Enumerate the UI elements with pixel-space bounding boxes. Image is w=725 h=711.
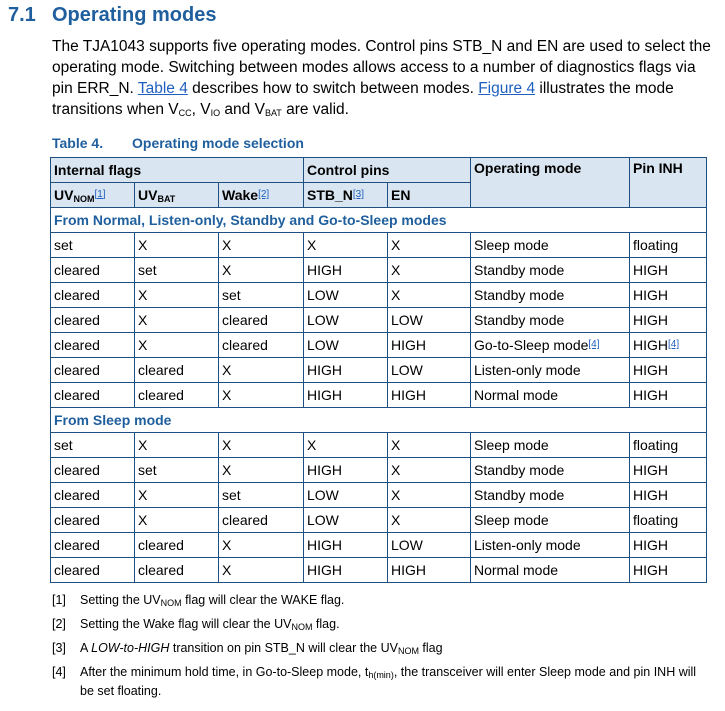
footnote-text bbox=[80, 616, 712, 635]
cell-uvnom: cleared bbox=[51, 383, 135, 408]
stbn-label: STB_N bbox=[307, 187, 353, 203]
footnote-2-ref[interactable]: [2] bbox=[258, 189, 270, 200]
cell-en: LOW bbox=[388, 308, 471, 333]
figure-4-link[interactable]: Figure 4 bbox=[478, 80, 536, 97]
cell-uvbat: X bbox=[135, 333, 219, 358]
footnote-2 bbox=[52, 616, 712, 635]
cell-inh bbox=[630, 433, 707, 458]
inh-text: HIGH bbox=[633, 312, 668, 328]
mode-text: Listen-only mode bbox=[474, 362, 581, 378]
cell-wake: X bbox=[219, 258, 304, 283]
header-operating-mode: Operating mode bbox=[471, 158, 630, 208]
section-heading bbox=[8, 4, 216, 27]
cell-mode bbox=[471, 283, 630, 308]
section-title-cell: From Sleep mode bbox=[51, 408, 707, 433]
cell-mode bbox=[471, 258, 630, 283]
mode-text: Standby mode bbox=[474, 462, 565, 478]
table-row bbox=[51, 383, 707, 408]
cell-stbn: LOW bbox=[304, 283, 388, 308]
cell-en: X bbox=[388, 433, 471, 458]
cell-uvnom: cleared bbox=[51, 458, 135, 483]
table-caption bbox=[52, 135, 304, 151]
note-sub: NOM bbox=[291, 622, 313, 632]
cell-uvbat: X bbox=[135, 283, 219, 308]
cell-uvnom: cleared bbox=[51, 258, 135, 283]
cell-inh bbox=[630, 233, 707, 258]
inh-text: HIGH bbox=[633, 537, 668, 553]
cell-uvnom: cleared bbox=[51, 533, 135, 558]
cell-stbn: HIGH bbox=[304, 383, 388, 408]
footnote-label: [1] bbox=[52, 593, 66, 607]
cell-stbn: HIGH bbox=[304, 458, 388, 483]
cell-wake: X bbox=[219, 558, 304, 583]
table-title: Operating mode selection bbox=[132, 135, 304, 151]
cell-en: X bbox=[388, 233, 471, 258]
cell-wake: set bbox=[219, 483, 304, 508]
footnote-4-ref[interactable]: [4] bbox=[668, 339, 680, 350]
inh-text: HIGH bbox=[633, 362, 668, 378]
footnote-1-ref[interactable]: [1] bbox=[94, 188, 106, 200]
header-stbn bbox=[304, 183, 388, 208]
cell-stbn: HIGH bbox=[304, 533, 388, 558]
uvbat-label: UV bbox=[138, 186, 158, 203]
cell-uvbat: cleared bbox=[135, 358, 219, 383]
cell-wake: X bbox=[219, 433, 304, 458]
cell-uvnom: set bbox=[51, 233, 135, 258]
inh-text: floating bbox=[633, 512, 679, 528]
cell-mode bbox=[471, 433, 630, 458]
footnote-text bbox=[80, 640, 712, 659]
table-row bbox=[51, 258, 707, 283]
cell-en: LOW bbox=[388, 358, 471, 383]
mode-text: Sleep mode bbox=[474, 237, 549, 253]
table-number: Table 4. bbox=[52, 135, 104, 151]
footnote-label: [3] bbox=[52, 641, 66, 655]
header-pin-inh: Pin INH bbox=[630, 158, 707, 208]
inh-text: HIGH bbox=[633, 262, 668, 278]
cell-uvbat: X bbox=[135, 308, 219, 333]
table-row bbox=[51, 458, 707, 483]
table-row bbox=[51, 358, 707, 383]
inh-text: HIGH bbox=[633, 487, 668, 503]
mode-text: Standby mode bbox=[474, 487, 565, 503]
mode-text: Listen-only mode bbox=[474, 537, 581, 553]
footnote-4 bbox=[52, 664, 712, 699]
cell-mode bbox=[471, 508, 630, 533]
sub-bat: BAT bbox=[264, 108, 282, 118]
mode-text: Normal mode bbox=[474, 387, 559, 403]
intro-text-1: The TJA1043 supports five operating modes. Control pins STB_N and EN are used to select the operating mode. Switching between modes allows access to a number of diagnostics flags via pin ERR_N. bbox=[52, 38, 711, 97]
mode-text: Normal mode bbox=[474, 562, 559, 578]
table-footnotes bbox=[52, 592, 712, 704]
cell-stbn: HIGH bbox=[304, 358, 388, 383]
cell-uvnom: cleared bbox=[51, 308, 135, 333]
header-uvnom bbox=[51, 183, 135, 208]
cell-uvnom: cleared bbox=[51, 358, 135, 383]
table-row bbox=[51, 483, 707, 508]
section-title-cell: From Normal, Listen-only, Standby and Go-to-Sleep modes bbox=[51, 208, 707, 233]
cell-wake: set bbox=[219, 283, 304, 308]
mode-text: Go-to-Sleep mode bbox=[474, 337, 589, 353]
cell-uvbat: X bbox=[135, 483, 219, 508]
header-uvbat bbox=[135, 183, 219, 208]
footnote-3-ref[interactable]: [3] bbox=[352, 189, 365, 200]
sub-io: IO bbox=[210, 108, 221, 118]
cell-wake: cleared bbox=[219, 508, 304, 533]
inh-text: HIGH bbox=[633, 562, 668, 578]
footnote-label: [2] bbox=[52, 617, 66, 631]
cell-inh bbox=[630, 258, 707, 283]
cell-en: X bbox=[388, 483, 471, 508]
note-part: flag will clear the WAKE flag. bbox=[181, 593, 345, 607]
table-row bbox=[51, 308, 707, 333]
cell-uvbat: X bbox=[135, 233, 219, 258]
cell-uvnom: cleared bbox=[51, 483, 135, 508]
cell-inh bbox=[630, 358, 707, 383]
cell-stbn: LOW bbox=[304, 333, 388, 358]
table-row bbox=[51, 333, 707, 358]
cell-uvnom: set bbox=[51, 433, 135, 458]
cell-en: HIGH bbox=[388, 558, 471, 583]
cell-uvbat: set bbox=[135, 458, 219, 483]
note-part: A bbox=[80, 641, 92, 655]
inh-text: floating bbox=[633, 437, 679, 453]
uvnom-label: UV bbox=[54, 186, 74, 203]
cell-inh bbox=[630, 508, 707, 533]
cell-wake: X bbox=[219, 383, 304, 408]
note-part: Setting the Wake flag will clear the UV bbox=[80, 617, 292, 631]
cell-stbn: LOW bbox=[304, 483, 388, 508]
sub-cc: CC bbox=[178, 108, 192, 118]
footnote-1 bbox=[52, 592, 712, 611]
section-title: Operating modes bbox=[52, 4, 217, 26]
wake-label: Wake bbox=[222, 187, 259, 203]
note-sub: NOM bbox=[397, 646, 419, 656]
section-row bbox=[51, 208, 707, 233]
note-part: , the transceiver will enter Sleep mode and pin INH will be set floating. bbox=[80, 665, 697, 698]
cell-mode bbox=[471, 358, 630, 383]
cell-inh bbox=[630, 533, 707, 558]
footnote-3 bbox=[52, 640, 712, 659]
mode-text: Standby mode bbox=[474, 262, 565, 278]
footnote-label: [4] bbox=[52, 665, 66, 679]
cell-inh bbox=[630, 483, 707, 508]
inh-text: HIGH bbox=[633, 462, 668, 478]
cell-inh bbox=[630, 333, 707, 358]
cell-en: X bbox=[388, 258, 471, 283]
cell-en: X bbox=[388, 458, 471, 483]
cell-mode bbox=[471, 383, 630, 408]
cell-en: X bbox=[388, 283, 471, 308]
inh-text: floating bbox=[633, 237, 679, 253]
intro-text-5: and V bbox=[220, 101, 265, 118]
mode-text: Sleep mode bbox=[474, 437, 549, 453]
cell-uvnom: cleared bbox=[51, 508, 135, 533]
header-internal-flags: Internal flags bbox=[51, 158, 304, 183]
inh-text: HIGH bbox=[633, 387, 668, 403]
intro-text-6: are valid. bbox=[281, 101, 349, 118]
cell-uvbat: cleared bbox=[135, 533, 219, 558]
cell-stbn: HIGH bbox=[304, 258, 388, 283]
cell-wake: X bbox=[219, 533, 304, 558]
cell-stbn: HIGH bbox=[304, 558, 388, 583]
cell-stbn: X bbox=[304, 233, 388, 258]
mode-text: Standby mode bbox=[474, 312, 565, 328]
table-row bbox=[51, 283, 707, 308]
header-en: EN bbox=[388, 183, 471, 208]
cell-uvbat: cleared bbox=[135, 383, 219, 408]
cell-mode bbox=[471, 458, 630, 483]
cell-inh bbox=[630, 558, 707, 583]
uvnom-sub: NOM bbox=[73, 193, 95, 204]
cell-stbn: LOW bbox=[304, 308, 388, 333]
intro-paragraph bbox=[52, 36, 712, 124]
header-control-pins: Control pins bbox=[304, 158, 471, 183]
cell-mode bbox=[471, 333, 630, 358]
cell-uvnom: cleared bbox=[51, 333, 135, 358]
note-sub: NOM bbox=[160, 598, 182, 608]
intro-text-3: illustrates the mode transitions when V bbox=[52, 80, 674, 118]
cell-mode bbox=[471, 308, 630, 333]
inh-text: HIGH bbox=[633, 287, 668, 303]
cell-wake: X bbox=[219, 233, 304, 258]
table-row bbox=[51, 508, 707, 533]
section-row bbox=[51, 408, 707, 433]
uvbat-sub: BAT bbox=[157, 193, 176, 204]
cell-wake: X bbox=[219, 458, 304, 483]
table-row bbox=[51, 433, 707, 458]
note-sub: h(min) bbox=[368, 670, 394, 680]
cell-en: HIGH bbox=[388, 333, 471, 358]
intro-text-4: , V bbox=[191, 101, 211, 118]
note-part: transition on pin STB_N will clear the UV bbox=[169, 641, 398, 655]
table-body bbox=[51, 208, 707, 583]
cell-wake: cleared bbox=[219, 333, 304, 358]
note-part: Setting the UV bbox=[80, 593, 161, 607]
cell-uvbat: X bbox=[135, 508, 219, 533]
cell-mode bbox=[471, 233, 630, 258]
footnote-text bbox=[80, 664, 712, 699]
cell-uvnom: cleared bbox=[51, 558, 135, 583]
cell-uvbat: set bbox=[135, 258, 219, 283]
cell-inh bbox=[630, 283, 707, 308]
cell-inh bbox=[630, 383, 707, 408]
header-wake bbox=[219, 183, 304, 208]
table-row bbox=[51, 558, 707, 583]
cell-en: X bbox=[388, 508, 471, 533]
cell-mode bbox=[471, 558, 630, 583]
note-part: flag. bbox=[312, 617, 340, 631]
cell-en: LOW bbox=[388, 533, 471, 558]
cell-en: HIGH bbox=[388, 383, 471, 408]
note-part: flag bbox=[418, 641, 443, 655]
footnote-4-ref[interactable]: [4] bbox=[588, 339, 600, 350]
cell-mode bbox=[471, 483, 630, 508]
cell-wake: cleared bbox=[219, 308, 304, 333]
cell-uvbat: cleared bbox=[135, 558, 219, 583]
cell-stbn: X bbox=[304, 433, 388, 458]
section-number: 7.1 bbox=[8, 4, 36, 26]
table-4-link[interactable]: Table 4 bbox=[137, 80, 188, 97]
cell-inh bbox=[630, 308, 707, 333]
cell-wake: X bbox=[219, 358, 304, 383]
note-italic: LOW-to-HIGH bbox=[91, 641, 170, 655]
cell-inh bbox=[630, 458, 707, 483]
footnote-text bbox=[80, 592, 712, 611]
table-row bbox=[51, 233, 707, 258]
mode-text: Standby mode bbox=[474, 287, 565, 303]
table-row bbox=[51, 533, 707, 558]
cell-mode bbox=[471, 533, 630, 558]
mode-text: Sleep mode bbox=[474, 512, 549, 528]
inh-text: HIGH bbox=[633, 337, 668, 353]
operating-mode-table bbox=[50, 157, 707, 583]
cell-uvbat: X bbox=[135, 433, 219, 458]
table-group-header-row bbox=[51, 158, 707, 183]
cell-stbn: LOW bbox=[304, 508, 388, 533]
intro-text-2: describes how to switch between modes. bbox=[187, 80, 479, 97]
cell-uvnom: cleared bbox=[51, 283, 135, 308]
note-part: After the minimum hold time, in Go-to-Sleep mode, t bbox=[80, 665, 369, 679]
